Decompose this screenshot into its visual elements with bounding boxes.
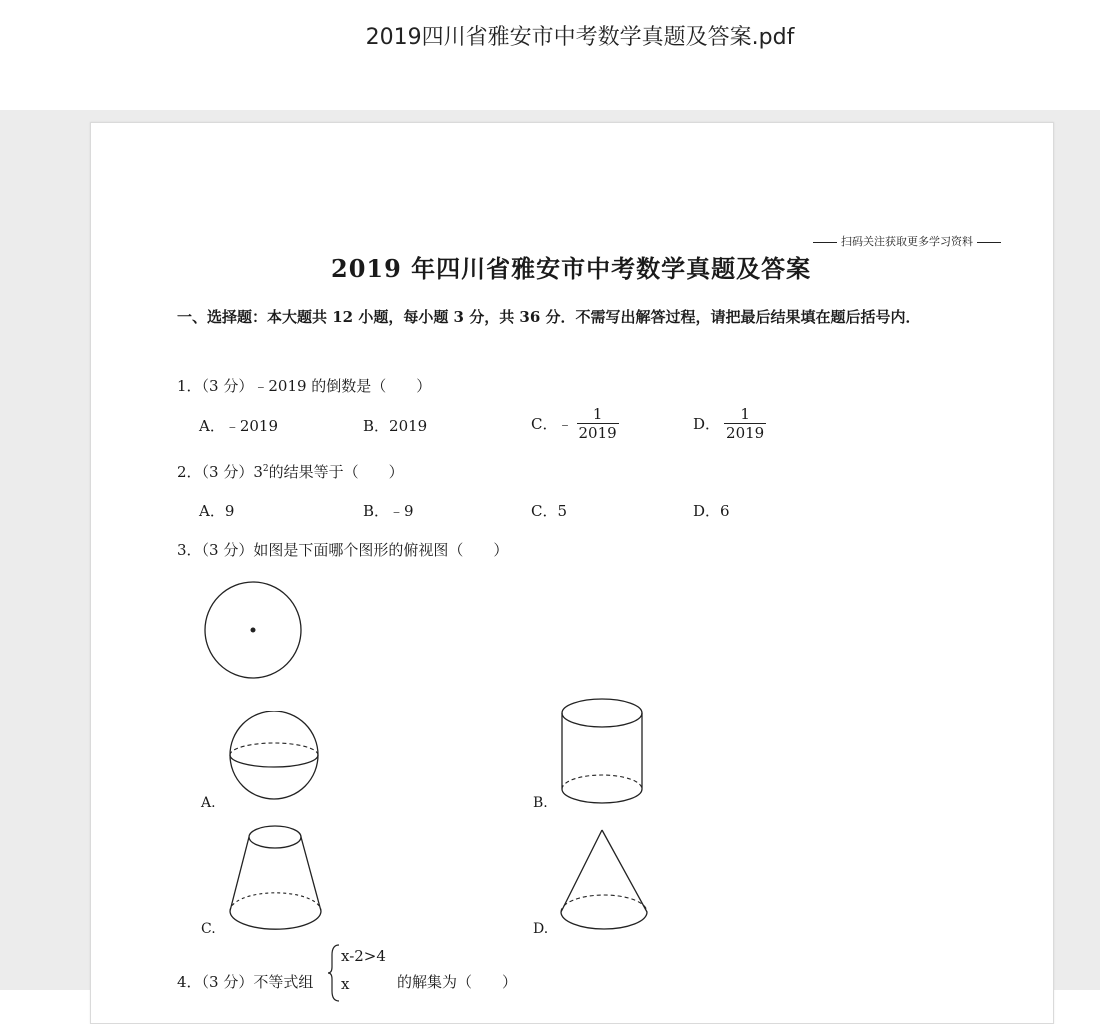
fraction-numerator: 1 (577, 405, 619, 424)
question-2-stem-post: 的结果等于（ ） (268, 463, 404, 481)
pdf-viewer[interactable] (0, 110, 1100, 993)
exam-title: 2019 年四川省雅安市中考数学真题及答案 (331, 254, 812, 283)
question-2-option-c: C．5 (531, 502, 568, 520)
qr-note-text: 扫码关注获取更多学习资料 (841, 235, 973, 248)
frustum-figure (225, 823, 329, 935)
fraction-numerator: 1 (724, 405, 766, 424)
question-1-option-b: B．2019 (363, 417, 428, 435)
question-2-exponent: 2 (262, 464, 269, 474)
question-2-option-d: D．6 (693, 502, 730, 520)
question-2-stem (177, 461, 404, 482)
option-c-sign: ﹣ (557, 415, 573, 433)
figure-d-label: D. (533, 921, 549, 937)
document-title: 2019四川省雅安市中考数学真题及答案.pdf (365, 25, 795, 50)
option-d-fraction (724, 405, 766, 442)
sphere-figure (227, 711, 327, 801)
question-2-stem-pre: 2．（3 分）3 (177, 463, 263, 481)
question-2-option-a: A．9 (199, 502, 235, 520)
question-2-option-b: B．﹣9 (363, 502, 414, 520)
cone-figure (555, 828, 655, 938)
fraction-denominator: 2019 (726, 424, 765, 442)
figure-b-label: B. (533, 795, 548, 811)
question-1-option-a: A．﹣2019 (199, 417, 279, 435)
inequality-line-2: x (341, 975, 350, 993)
fraction-denominator: 2019 (578, 424, 617, 442)
divider-right (977, 242, 1001, 243)
document-header (0, 0, 1100, 110)
option-c-label: C． (531, 415, 558, 433)
top-view-circle-figure (201, 578, 305, 682)
option-c-fraction (577, 405, 619, 442)
question-4-stem-post: 的解集为（ ） (397, 973, 518, 991)
inequality-line-1: x-2>4 (341, 947, 386, 965)
figure-a-label: A. (201, 795, 216, 811)
pdf-page (90, 122, 1054, 1024)
question-1-option-c (531, 405, 619, 442)
question-4-stem-pre: 4．（3 分）不等式组 (177, 973, 314, 991)
figure-c-label: C. (201, 921, 216, 937)
option-d-label: D． (693, 415, 721, 433)
qr-note (809, 233, 1005, 249)
cylinder-figure (557, 695, 647, 813)
question-3-stem: 3．（3 分）如图是下面哪个图形的俯视图（ ） (177, 541, 509, 559)
section-heading: 一、选择题：本大题共 12 小题，每小题 3 分，共 36 分．不需写出解答过程，请把最后结果填在题后括号内． (177, 308, 921, 326)
divider-left (813, 242, 837, 243)
question-1-stem: 1．（3 分）﹣2019 的倒数是（ ） (177, 377, 432, 395)
question-1-option-d (693, 405, 766, 442)
brace-icon (327, 943, 341, 1003)
